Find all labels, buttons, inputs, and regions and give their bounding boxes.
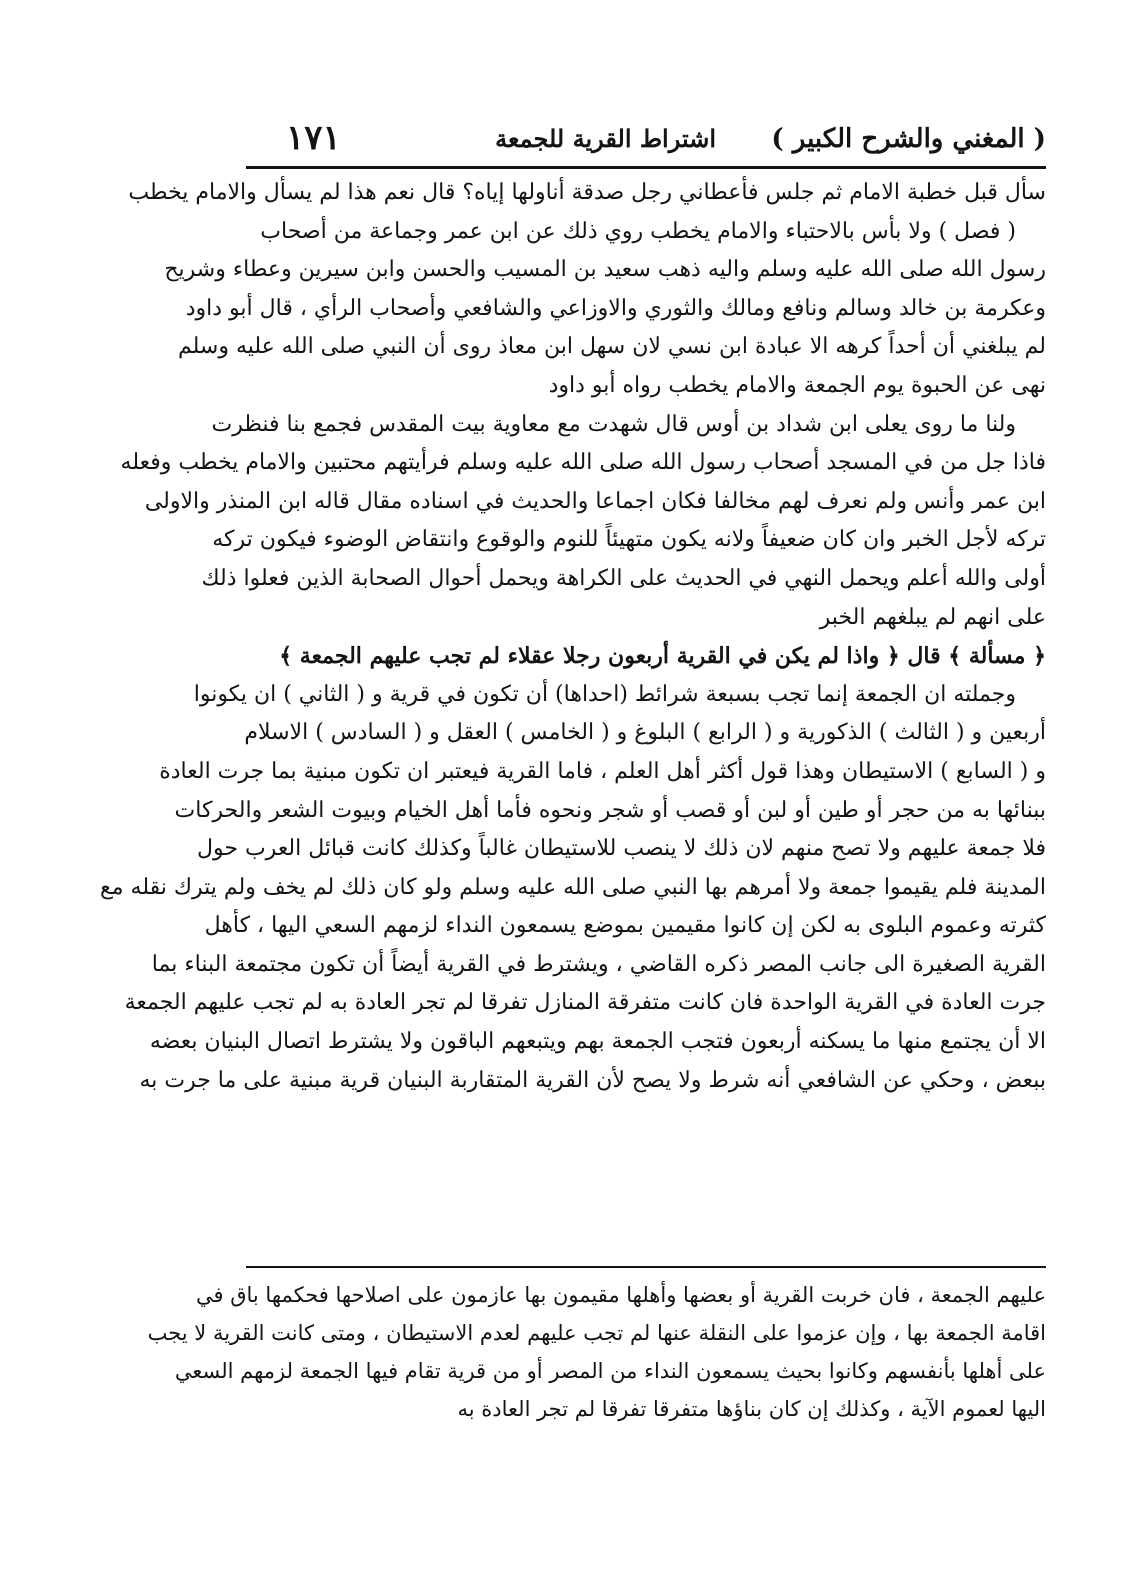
masala-heading: ﴿ مسألة ﴾ قال ﴿ واذا لم يكن في القرية أربعون رجلا عقلاء لم تجب عليهم الجمعة ﴾ bbox=[279, 643, 1046, 670]
footnote-text bbox=[147, 1276, 1046, 1428]
main-text bbox=[100, 174, 1046, 1100]
footnote-line: على أهلها بأنفسهم وكانوا بحيث يسمعون النداء من المصر أو من قرية تقام فيها الجمعة لزمهم السعي bbox=[174, 1359, 1046, 1383]
text-line: المدينة فلم يقيموا جمعة ولا أمرهم بها النبي صلى الله عليه وسلم ولو كان ذلك لم يخف ولم يترك نقله مع bbox=[100, 874, 1046, 900]
text-line: لم يبلغني أن أحداً كرهه الا عبادة ابن نسي لان سهل ابن معاذ روى أن النبي صلى الله عليه وسلم bbox=[177, 334, 1046, 360]
page-number: ١٧١ bbox=[286, 118, 341, 158]
text-line: فاذا جل من في المسجد أصحاب رسول الله صلى الله عليه وسلم فرأيتهم محتبين والامام يخطب وفعله bbox=[120, 450, 1046, 476]
text-line: وجملته ان الجمعة إنما تجب بسبعة شرائط (احداها) أن تكون في قرية و ( الثاني ) ان يكونوا bbox=[193, 681, 1016, 707]
text-line: و ( السابع ) الاستيطان وهذا قول أكثر أهل العلم ، فاما القرية فيعتبر ان تكون مبنية بما جرت العادة bbox=[159, 758, 1046, 784]
page-header bbox=[246, 118, 1046, 168]
text-line: جرت العادة في القرية الواحدة فان كانت متفرقة المنازل تفرقا لم تجر العادة به لم تجب عليهم الجمعة bbox=[124, 990, 1046, 1016]
text-line: رسول الله صلى الله عليه وسلم واليه ذهب سعيد بن المسيب والحسن وابن سيرين وعطاء وشريح bbox=[164, 257, 1046, 283]
footnote-rule bbox=[246, 1266, 1046, 1268]
text-line: ببنائها به من حجر أو طين أو لبن أو قصب أو شجر ونحوه فأما أهل الخيام وبيوت الشعر والحركات bbox=[174, 797, 1046, 823]
text-line: فلا جمعة عليهم ولا تصح منهم لان ذلك لا ينصب للاستيطان غالباً وكذلك كانت قبائل العرب حول bbox=[197, 836, 1046, 862]
text-line: ببعض ، وحكي عن الشافعي أنه شرط ولا يصح لأن القرية المتقاربة البنيان قرية مبنية على ما جرت به bbox=[139, 1067, 1046, 1093]
footnote-line: عليهم الجمعة ، فان خربت القرية أو بعضها وأهلها مقيمون بها عازمون على اصلاحها فحكمها باق في bbox=[196, 1283, 1046, 1307]
text-line: كثرته وعموم البلوى به لكن إن كانوا مقيمين بموضع يسمعون النداء لزمهم السعي اليها ، كأهل bbox=[204, 913, 1046, 939]
text-line: أربعين و ( الثالث ) الذكورية و ( الرابع ) البلوغ و ( الخامس ) العقل و ( السادس ) الاسلام bbox=[244, 720, 1046, 746]
text-line: نهى عن الحبوة يوم الجمعة والامام يخطب رواه أبو داود bbox=[548, 372, 1046, 398]
header-rule bbox=[246, 166, 1046, 169]
text-line: ( فصل ) ولا بأس بالاحتباء والامام يخطب روي ذلك عن ابن عمر وجماعة من أصحاب bbox=[260, 218, 1016, 244]
text-line: على انهم لم يبلغهم الخبر bbox=[819, 604, 1046, 630]
footnote-line: اليها لعموم الآية ، وكذلك إن كان بناؤها متفرقا تفرقا لم تجر العادة به bbox=[457, 1397, 1046, 1421]
text-line: أولى والله أعلم ويحمل النهي في الحديث على الكراهة ويحمل أحوال الصحابة الذين فعلوا ذلك bbox=[201, 565, 1046, 591]
text-line: وعكرمة بن خالد وسالم ونافع ومالك والثوري والاوزاعي والشافعي وأصحاب الرأي ، قال أبو داود bbox=[185, 295, 1046, 321]
text-line: تركه لأجل الخبر وان كان ضعيفاً ولانه يكون متهيئاً للنوم والوقوع وانتقاض الوضوء فيكون تركه bbox=[212, 527, 1046, 553]
running-title: ( المغني والشرح الكبير ) bbox=[771, 124, 1046, 154]
text-line: سأل قبل خطبة الامام ثم جلس فأعطاني رجل صدقة أناولها إياه؟ قال نعم هذا لم يسأل والامام يخطب bbox=[128, 180, 1046, 205]
text-line: ابن عمر وأنس ولم نعرف لهم مخالفا فكان اجماعا والحديث في اسناده مقال قاله ابن المنذر والاولى bbox=[144, 488, 1046, 514]
footnote-line: اقامة الجمعة بها ، وإن عزموا على النقلة عنها لم تجب عليهم لعدم الاستيطان ، ومتى كانت القرية لا يجب bbox=[147, 1321, 1046, 1345]
text-line: القرية الصغيرة الى جانب المصر ذكره القاضي ، ويشترط في القرية أيضاً أن تكون مجتمعة البناء بما bbox=[151, 951, 1046, 977]
chapter-title: اشتراط القرية للجمعة bbox=[495, 124, 716, 153]
text-line: الا أن يجتمع منها ما يسكنه أربعون فتجب الجمعة بهم ويتبعهم الباقون ولا يشترط اتصال البنيان بعضه bbox=[149, 1029, 1046, 1055]
text-line: ولنا ما روى يعلى ابن شداد بن أوس قال شهدت مع معاوية بيت المقدس فجمع بنا فنظرت bbox=[211, 411, 1016, 437]
